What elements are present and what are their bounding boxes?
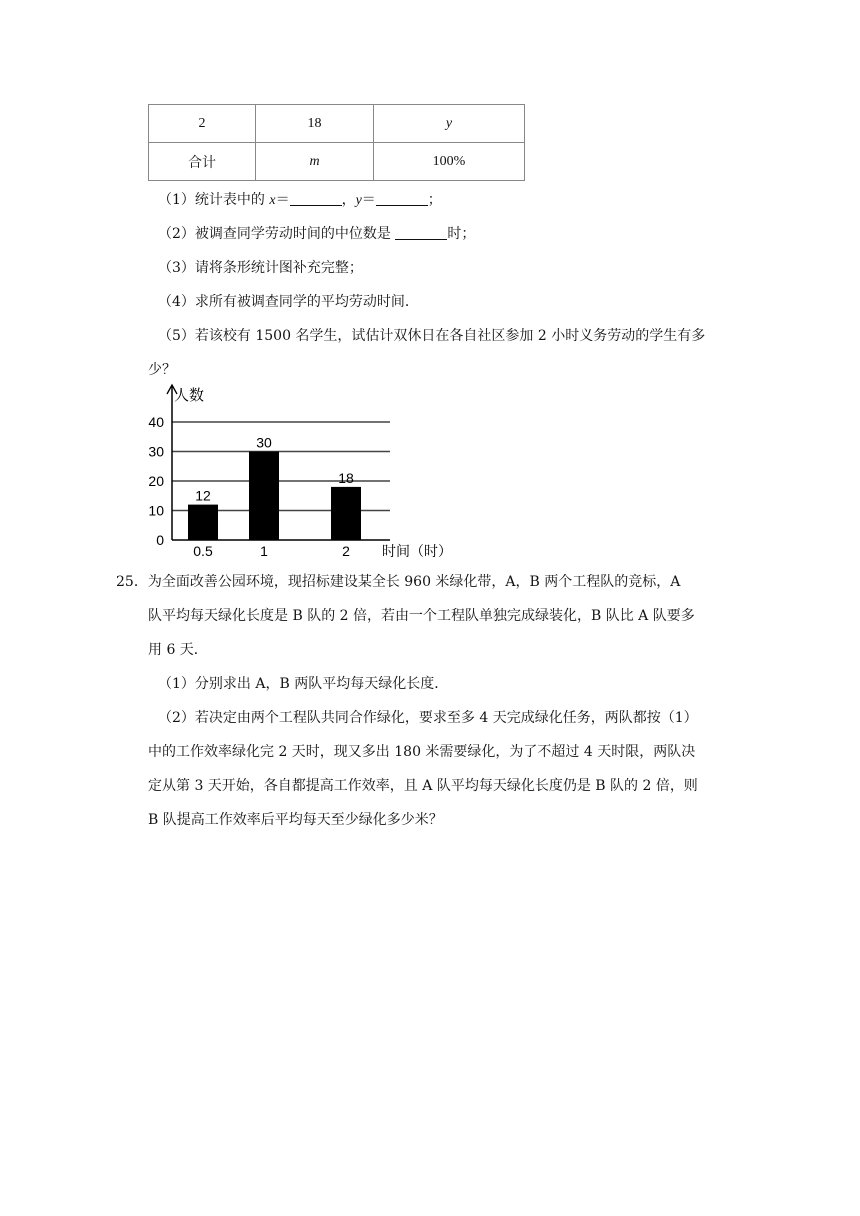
x-tick-label: 2 [342,543,350,559]
table-cell: 2 [149,105,256,143]
y-tick-label: 20 [148,473,164,489]
table-cell: 18 [256,105,374,143]
bar-value-label: 30 [256,434,272,451]
problem-25-sub-2-line-2: 中的工作效率绿化完 2 天时，现又多出 180 米需要绿化，为了不超过 4 天时限，两队决 [148,744,696,760]
x-tick-label: 1 [260,543,268,559]
question-1-prefix: （1）统计表中的 [158,192,270,208]
bar-chart [140,380,480,562]
equals-sign: ＝ [275,192,290,208]
table-cell: 合计 [149,143,256,181]
question-4: （4）求所有被调查同学的平均劳动时间． [158,294,419,310]
question-1-end: ； [427,192,442,208]
x-axis-label: 时间（时） [382,543,452,559]
y-tick-label: 30 [148,443,164,460]
question-5-line-2: 少？ [148,362,176,378]
variable-x: x [269,193,276,208]
problem-25-sub-2-line-4: B 队提高工作效率后平均每天至少绿化多少米？ [148,812,443,828]
problem-25-line-2: 队平均每天绿化长度是 B 队的 2 倍，若由一个工程队单独完成绿装化，B 队比 A 队要多 [148,608,695,624]
answer-blank-median [395,225,447,240]
bar [331,487,361,540]
y-tick-label: 10 [148,502,164,519]
statistics-table [148,104,525,181]
variable-y: y [355,193,362,208]
problem-25-line-3: 用 6 天． [148,642,208,658]
x-tick-label: 0.5 [193,543,213,559]
equals-sign: ＝ [361,192,376,208]
y-axis-label: 人数 [174,387,205,404]
y-tick-label: 40 [148,414,164,430]
bars [188,452,361,541]
table-row [149,105,525,143]
table-cell: y [374,105,525,143]
question-1 [158,190,442,211]
x-tick-labels [193,543,350,559]
question-2-text: （2）被调查同学劳动时间的中位数是 [158,226,396,242]
problem-25-sub-1: （1）分别求出 A，B 两队平均每天绿化长度． [158,676,449,692]
answer-blank-y [376,191,428,206]
separator: ， [341,192,356,208]
question-5-line-1: （5）若该校有 1500 名学生，试估计双休日在各自社区参加 2 小时义务劳动的学生有多 [158,328,706,344]
problem-25-sub-2-line-1: （2）若决定由两个工程队共同合作绿化，要求至多 4 天完成绿化任务，两队都按（1） [158,710,698,726]
question-2-unit: 时； [447,226,476,242]
table-cell: m [256,143,374,181]
y-tick-labels [148,414,164,548]
problem-25-sub-2-line-3: 定从第 3 天开始，各自都提高工作效率，且 A 队平均每天绿化长度仍是 B 队的 2 倍，则 [148,778,698,794]
question-3: （3）请将条形统计图补充完整； [158,260,363,276]
y-tick-label: 0 [156,532,164,548]
bar-value-label: 12 [195,487,211,504]
question-2 [158,224,475,244]
problem-25-line-1: 25．为全面改善公园环境，现招标建设某全长 960 米绿化带，A，B 两个工程队的竞标，A [116,574,681,590]
answer-blank-x [290,191,342,206]
bar-value-label: 18 [338,469,354,486]
table-cell: 100% [374,143,525,181]
bar [188,505,218,540]
bar [249,452,279,541]
table-row [149,143,525,181]
